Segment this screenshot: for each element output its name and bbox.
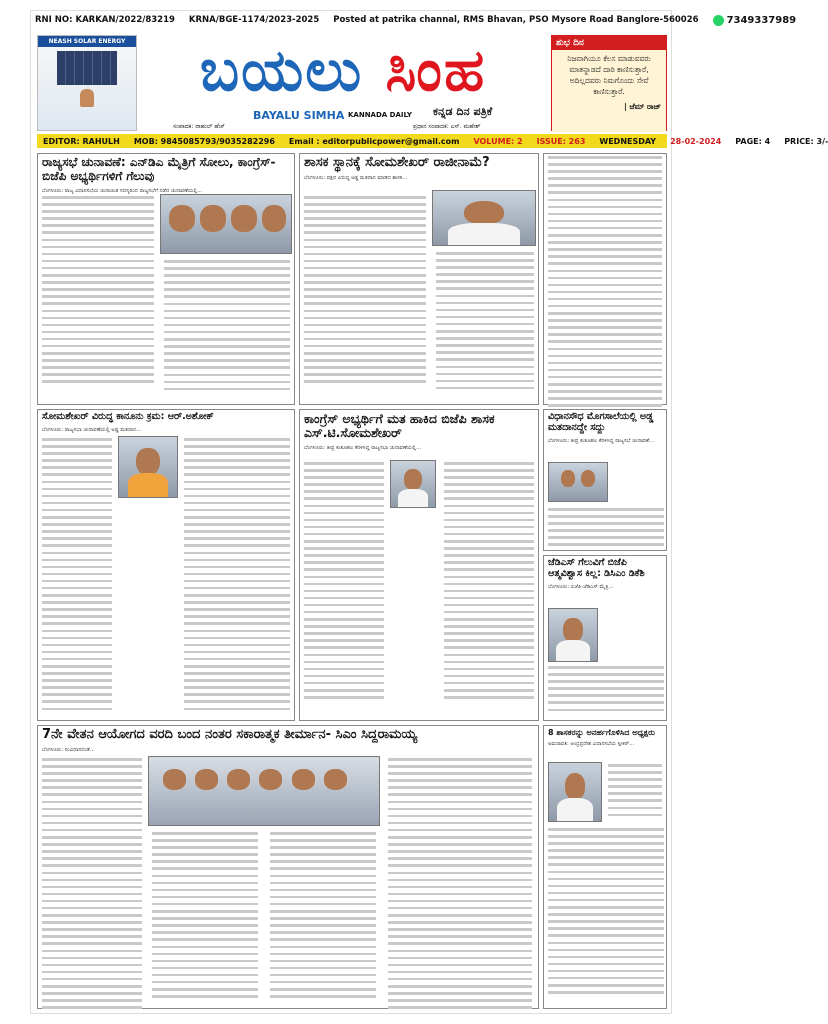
article-right-continuation xyxy=(543,153,667,405)
article-headline: ಕಾಂಗ್ರೆಸ್ ಅಭ್ಯರ್ಥಿಗೆ ಮತ ಹಾಕಿದ ಬಿಜೆಪಿ ಶಾಸಕ ಎಸ್.ಟಿ.ಸೋಮಶೇಖರ್ xyxy=(304,411,495,441)
article-body-col1 xyxy=(38,756,146,1015)
article-body xyxy=(544,506,668,553)
article-body-col2 xyxy=(180,436,294,717)
thought-of-day-box xyxy=(551,35,667,131)
article-cross-voting-somashekar xyxy=(299,409,539,721)
article-somashekar-resignation xyxy=(299,153,539,405)
chief-editor-credit: ಪ್ರಧಾನ ಸಂಪಾದಕ: ಎಸ್. ಮಹೇಶ್ xyxy=(413,123,481,130)
article-body xyxy=(544,664,668,718)
strip-issue: ISSUE: 263 xyxy=(536,136,586,146)
article-lead: ಬೆಂಗಳೂರು: ರಾಜ್ಯ ವಿಧಾನಸಭೆಯ ಚುನಾಯಿತ ಸದಸ್ಯರಿಂದ ರಾಜ್ಯಸಭೆಗೆ ನಡೆದ ಚುನಾವಣೆಯಲ್ಲಿ... xyxy=(42,187,203,194)
article-vidhana-soudha xyxy=(543,409,667,551)
article-lead: ಬೆಂಗಳೂರು: ಸಂವಿಧಾನದಂತೆ... xyxy=(42,746,95,753)
masthead xyxy=(143,33,543,133)
info-strip xyxy=(37,134,828,148)
article-body-col3 xyxy=(266,830,380,1004)
thought-body xyxy=(552,50,666,132)
article-lead: ಬೆಂಗಳೂರು: ಬಿಜೆಪಿ-ಜೆಡಿಎಸ್ ಮೈತ್ರಿ... xyxy=(548,583,614,590)
article-body-col2 xyxy=(160,258,294,397)
article-headline: 7ನೇ ವೇತನ ಆಯೋಗದ ವರದಿ ಬಂದ ನಂತರ ಸಕಾರಾತ್ಮಕ ತೀರ್ಮಾನ- ಸಿಎಂ ಸಿದ್ದರಾಮಯ್ಯ xyxy=(42,727,418,742)
rni-number: RNI NO: KARKAN/2022/83219 xyxy=(35,15,175,25)
article-body-col2 xyxy=(148,830,262,1004)
article-body-col4 xyxy=(384,756,536,1015)
title-part-2: ಸಿಂಹ xyxy=(385,36,487,104)
somashekar-photo xyxy=(432,190,536,246)
article-body xyxy=(544,154,666,413)
editor-credit: ಸಂಪಾದಕ: ರಾಹುಲ್ ಹೆಚ್ xyxy=(173,123,225,130)
article-body-col2 xyxy=(440,460,538,705)
article-rajyasabha-election xyxy=(37,153,295,405)
thought-text: ನಿಜವಾಗಿಯೂ ಕೆಲಸ ಮಾಡುವವರು ಮಾತನ್ನಾಡದೆ ದಾರಿ ಕಾಣಿಸುತ್ತಾರೆ, ಅದಿಲ್ಲದವರು ನಿಮಗೊಂದು ಸೇವೆ ಕಾಣಿಸುತ್ತಾರೆ. xyxy=(567,54,651,96)
article-lead: ಬೆಂಗಳೂರು: ರಾಜ್ಯಸಭಾ ಚುನಾವಣೆಯಲ್ಲಿ ಅಡ್ಡ ಮತದಾನ... xyxy=(42,426,141,433)
article-7th-pay-commission xyxy=(37,725,539,1009)
krna-number: KRNA/BGE-1174/2023-2025 xyxy=(188,15,320,25)
article-headline: ಜೆಡಿಎಸ್ ಗೆಲುವಿಗೆ ಬಿಜೆಪಿ ಆತ್ಮವಿಶ್ವಾಸ ಕಿಲ್ಲ: ಡಿಸಿಎಂ ಡಿಕೆಶಿ xyxy=(548,557,645,579)
postal-info: Posted at patrika channal, RMS Bhavan, PSO Mysore Road Banglore-560026 xyxy=(333,15,699,25)
article-body-col1 xyxy=(300,194,430,390)
st-somashekar-photo xyxy=(390,460,436,508)
article-body-col2 xyxy=(432,250,538,396)
candidates-photo xyxy=(160,194,292,254)
article-lead: ಅಮರಾವತಿ: ಆಂಧ್ರಪ್ರದೇಶ ವಿಧಾನಸಭೆಯ ಸ್ಪೀಕರ್... xyxy=(548,741,635,748)
kannada-daily-label: KANNADA DAILY xyxy=(348,111,412,119)
strip-email: Email : editorpublicpower@gmail.com xyxy=(288,136,460,146)
thought-heading: ಶುಭ ದಿನ xyxy=(552,36,666,50)
article-lead: ಬೆಂಗಳೂರು: ಪಕ್ಷದ ವಿರುದ್ಧ ಅಡ್ಡ ಮತದಾನ ಮಾಡಿದ ಶಾಸಕ... xyxy=(304,174,408,181)
article-body-col1 xyxy=(38,194,158,390)
ad-person-image xyxy=(80,89,94,107)
strip-mobile: MOB: 9845085793/9035282296 xyxy=(133,136,275,146)
english-title: BAYALU SIMHA xyxy=(253,109,345,122)
strip-price: PRICE: 3/- xyxy=(784,136,828,146)
article-headline: 8 ಶಾಸಕರನ್ನು ಅನರ್ಹಗೊಳಿಸಿದ ಅಧ್ಯಕ್ಷರು xyxy=(548,728,655,737)
strip-date: 28-02-2024 xyxy=(670,136,722,146)
strip-volume: VOLUME: 2 xyxy=(473,136,523,146)
article-headline: ಸೋಮಶೇಖರ್ ವಿರುದ್ಧ ಕಾನೂನು ಕ್ರಮ: ಆರ್.ಅಶೋಕ್ xyxy=(38,410,294,425)
phone-block xyxy=(713,15,797,26)
whatsapp-icon xyxy=(713,15,724,26)
thought-author: | ಜೆಮ್ ರಾಜ್ xyxy=(624,102,661,111)
solar-advertisement xyxy=(37,35,137,131)
article-body-col1 xyxy=(604,762,666,823)
solar-panel-image xyxy=(57,51,117,85)
article-body-col1 xyxy=(300,460,388,705)
newspaper-page xyxy=(30,10,828,1014)
top-registration-line xyxy=(31,11,797,29)
cm-siddaramaiah-event-photo xyxy=(148,756,380,826)
phone-number: 7349337989 xyxy=(726,14,797,26)
strip-day: WEDNESDAY xyxy=(599,136,657,146)
article-lead: ಬೆಂಗಳೂರು: ತೀವ್ರ ಕುತೂಹಲ ಕೆರಳಿಸಿದ್ದ ರಾಜ್ಯಸಭೆ ಚುನಾವಣೆ... xyxy=(548,437,655,444)
dk-shivakumar-photo xyxy=(548,608,598,662)
article-headline: ವಿಧಾನಸೌಧ ಮೊಗಸಾಲೆಯಲ್ಲಿ ಅಡ್ಡ ಮತದಾನದ್ದೇ ಸದ್ದು xyxy=(548,411,654,433)
article-headline: ರಾಜ್ಯಸಭೆ ಚುನಾವಣೆ: ಎನ್‌ಡಿಎ ಮೈತ್ರಿಗೆ ಸೋಲು, ಕಾಂಗ್ರೆಸ್- ಬಿಜೆಪಿ ಅಭ್ಯರ್ಥಿಗಳಿಗೆ ಗೆಲುವು xyxy=(42,155,276,183)
masthead-title xyxy=(143,33,543,105)
ashok-photo xyxy=(118,436,178,498)
article-headline: ಶಾಸಕ ಸ್ಥಾನಕ್ಕೆ ಸೋಮಶೇಖರ್ ರಾಜೀನಾಮೆ? xyxy=(304,155,490,170)
article-legal-action-ashok xyxy=(37,409,295,721)
speaker-photo xyxy=(548,762,602,822)
strip-page: PAGE: 4 xyxy=(735,136,771,146)
article-lead: ಬೆಂಗಳೂರು: ತೀವ್ರ ಕುತೂಹಲ ಕೆರಳಿಸಿದ್ದ ರಾಜ್ಯಸಭಾ ಚುನಾವಣೆಯಲ್ಲಿ... xyxy=(304,444,422,451)
strip-editor: EDITOR: RAHULH xyxy=(43,136,120,146)
tagline: ಕನ್ನಡ ದಿನ ಪತ್ರಿಕೆ xyxy=(433,105,493,118)
title-part-1: ಬಯಲು xyxy=(199,36,364,104)
article-andhra-speaker xyxy=(543,725,667,1009)
article-body-col1 xyxy=(38,436,116,717)
ad-banner: NEASH SOLAR ENERGY xyxy=(38,36,136,47)
vidhana-soudha-photo xyxy=(548,462,608,502)
article-dk-shivakumar xyxy=(543,555,667,721)
article-body-col2 xyxy=(544,826,668,1000)
